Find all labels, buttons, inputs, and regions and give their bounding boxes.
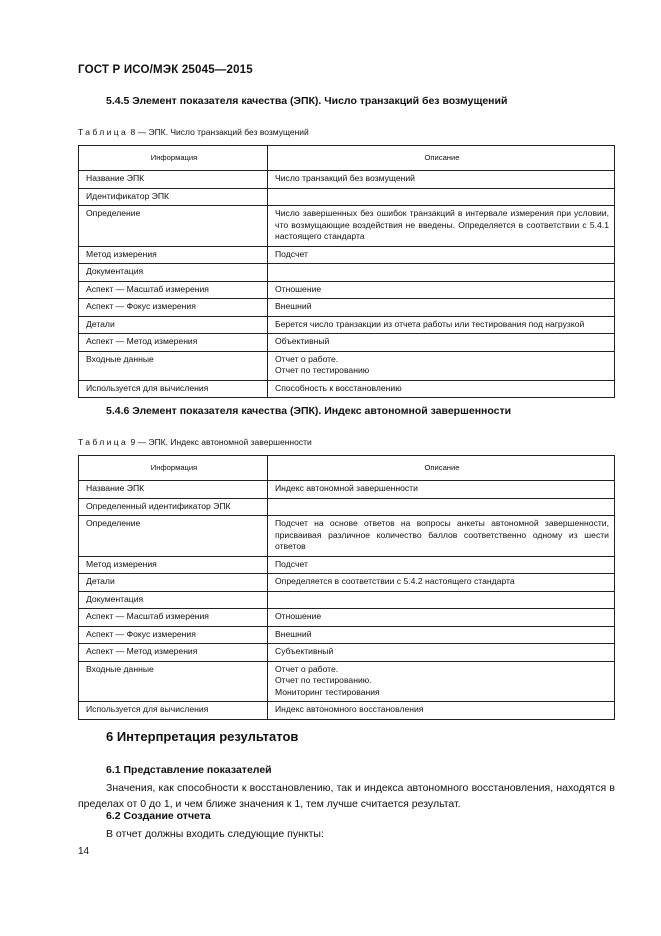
table-header-row [79,456,615,481]
row-value [268,481,615,499]
section-545-title: 5.4.5 Элемент показателя качества (ЭПК). Число транзакций без возмущений [106,95,508,107]
row-value-line: Внешний [275,301,312,311]
table-row [79,264,615,282]
row-value-line: Отношение [275,611,322,621]
table-row [79,206,615,247]
row-label: Идентификатор ЭПК [79,188,268,206]
row-value [268,574,615,592]
row-value-line: Подсчет [275,248,308,259]
section-546-title: 5.4.6 Элемент показателя качества (ЭПК). Индекс автономной завершенности [106,405,512,417]
row-value-line: Объективный [275,336,330,346]
row-label: Документация [79,591,268,609]
row-value [268,516,615,557]
section-62-paragraph: В отчет должны входить следующие пункты: [106,828,324,840]
table-8-body [79,171,615,398]
row-value [268,591,615,609]
table-8-caption [78,127,309,137]
row-value-line: Подсчет [275,558,308,569]
row-value [268,171,615,189]
row-label: Входные данные [79,351,268,380]
row-label: Определенный идентификатор ЭПК [79,498,268,516]
row-label: Используется для вычисления [79,702,268,720]
table-row [79,188,615,206]
section-61-paragraph: Значения, как способности к восстановлению, так и индекса автономного восстановления, находятся в пределах от 0 до 1, и чем ближе значения к 1, тем лучше считается результат. [78,782,615,810]
table-row [79,574,615,592]
row-value-line: Число завершенных без ошибок транзакций в интервале измерения при условии, что возмущающие воздействия не введены. Определяется в соответствии с 5.4.1 настоящего стандарта [275,208,609,241]
row-label: Название ЭПК [79,481,268,499]
table-row [79,591,615,609]
row-label: Аспект — Масштаб измерения [79,609,268,627]
row-value [268,316,615,334]
row-value [268,556,615,574]
row-value-line: Способность к восстановлению [275,382,402,393]
table-row [79,316,615,334]
row-label: Аспект — Фокус измерения [79,626,268,644]
row-label: Документация [79,264,268,282]
section-62-heading: 6.2 Создание отчета [106,810,211,822]
row-value [268,206,615,247]
table-row [79,644,615,662]
row-label: Используется для вычисления [79,380,268,398]
row-value-line: Мониторинг тестирования [275,686,380,697]
table-row [79,516,615,557]
table-row [79,281,615,299]
row-label: Детали [79,574,268,592]
row-value [268,626,615,644]
row-label: Определение [79,206,268,247]
row-value [268,281,615,299]
row-value-line: Отчет о работе. [275,353,339,364]
row-value-line: Отчет о работе. [275,663,339,674]
row-value-line: Берется число транзакции из отчета работы или тестирования под нагрузкой [275,318,585,329]
table-8-caption-text: 8 — ЭПК. Число транзакций без возмущений [130,127,309,137]
row-value [268,498,615,516]
column-header-description: Описание [268,456,615,481]
row-value [268,661,615,702]
table-header-row [79,146,615,171]
document-header: ГОСТ Р ИСО/МЭК 25045—2015 [78,64,253,76]
row-label: Аспект — Фокус измерения [79,299,268,317]
column-header-description: Описание [268,146,615,171]
table-9-caption [78,437,312,447]
row-value-line: Отчет по тестированию [275,365,370,375]
row-label: Входные данные [79,661,268,702]
row-value-line: Субъективный [275,646,334,656]
row-value-line: Отношение [275,283,322,294]
table-9-body [79,481,615,720]
table-row [79,661,615,702]
row-label: Аспект — Метод измерения [79,334,268,352]
column-header-info: Информация [79,146,268,171]
row-value [268,264,615,282]
row-value [268,351,615,380]
row-value [268,644,615,662]
table-8-caption-prefix: Таблица [78,127,129,137]
section-6-heading: 6 Интерпретация результатов [106,729,299,744]
row-label: Аспект — Метод измерения [79,644,268,662]
row-label: Детали [79,316,268,334]
table-row [79,481,615,499]
table-row [79,334,615,352]
table-row [79,556,615,574]
table-row [79,626,615,644]
table-9-caption-prefix: Таблица [78,437,129,447]
section-61-heading: 6.1 Представление показателей [106,764,272,776]
row-value-line: Внешний [275,628,312,639]
row-value [268,380,615,398]
row-value [268,609,615,627]
row-value [268,334,615,352]
row-value-line: Индекс автономной завершенности [275,483,418,493]
row-value [268,246,615,264]
table-row [79,351,615,380]
table-9-caption-text: 9 — ЭПК. Индекс автономной завершенности [130,437,312,447]
row-value-line: Отчет по тестированию. [275,675,372,685]
table-8 [78,145,615,398]
page-number: 14 [78,846,90,857]
row-label: Название ЭПК [79,171,268,189]
row-value-line: Число транзакций без возмущений [275,173,415,183]
table-row [79,609,615,627]
table-row [79,246,615,264]
table-row [79,498,615,516]
row-value [268,188,615,206]
row-value [268,702,615,720]
row-label: Метод измерения [79,246,268,264]
table-row [79,380,615,398]
row-value-line: Определяется в соответствии с 5.4.2 настоящего стандарта [275,576,515,586]
table-9 [78,455,615,720]
table-row [79,702,615,720]
row-label: Определение [79,516,268,557]
table-row [79,171,615,189]
row-value [268,299,615,317]
row-value-line: Индекс автономного восстановления [275,704,424,714]
row-label: Аспект — Масштаб измерения [79,281,268,299]
table-row [79,299,615,317]
column-header-info: Информация [79,456,268,481]
row-value-line: Подсчет на основе ответов на вопросы анкеты автономной завершенности, присваивая различное количество баллов соответственно одному из шести ответов [275,518,609,551]
row-label: Метод измерения [79,556,268,574]
